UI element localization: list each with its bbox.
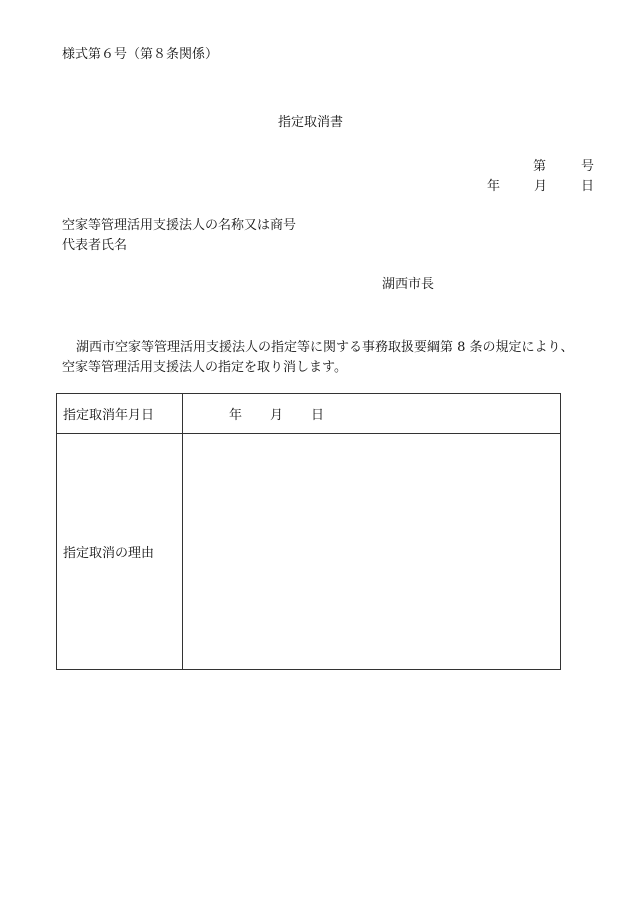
revocation-date-label: 指定取消年月日 <box>57 394 183 434</box>
addressee-name-line: 空家等管理活用支援法人の名称又は商号 <box>62 218 297 233</box>
revocation-date-month: 月 <box>270 408 284 423</box>
body-line-1-text: 湖西市空家等管理活用支援法人の指定等に関する事務取扱要綱第 8 条の規定により、 <box>76 340 574 355</box>
issue-date-day: 日 <box>581 179 595 194</box>
sender-name: 湖西市長 <box>382 277 435 292</box>
issue-date-year: 年 <box>487 179 501 194</box>
issue-date-month: 月 <box>534 179 548 194</box>
body-paragraph <box>62 338 602 378</box>
revocation-date-day: 日 <box>311 408 325 423</box>
reference-number-suffix: 号 <box>581 159 595 174</box>
reference-number-prefix: 第 <box>533 159 547 174</box>
form-number-label: 様式第６号（第８条関係） <box>62 47 219 62</box>
addressee-representative-line: 代表者氏名 <box>62 238 128 253</box>
revocation-table <box>56 393 561 670</box>
revocation-reason-label: 指定取消の理由 <box>57 434 183 670</box>
table-row-revocation-reason <box>57 434 561 670</box>
revocation-reason-field[interactable] <box>183 434 561 670</box>
body-line-2: 空家等管理活用支援法人の指定を取り消します。 <box>62 360 347 375</box>
revocation-date-year: 年 <box>229 408 243 423</box>
table-row-revocation-date <box>57 394 561 434</box>
document-title: 指定取消書 <box>278 115 344 130</box>
body-line-1 <box>62 338 602 358</box>
revocation-date-field[interactable] <box>183 394 561 434</box>
